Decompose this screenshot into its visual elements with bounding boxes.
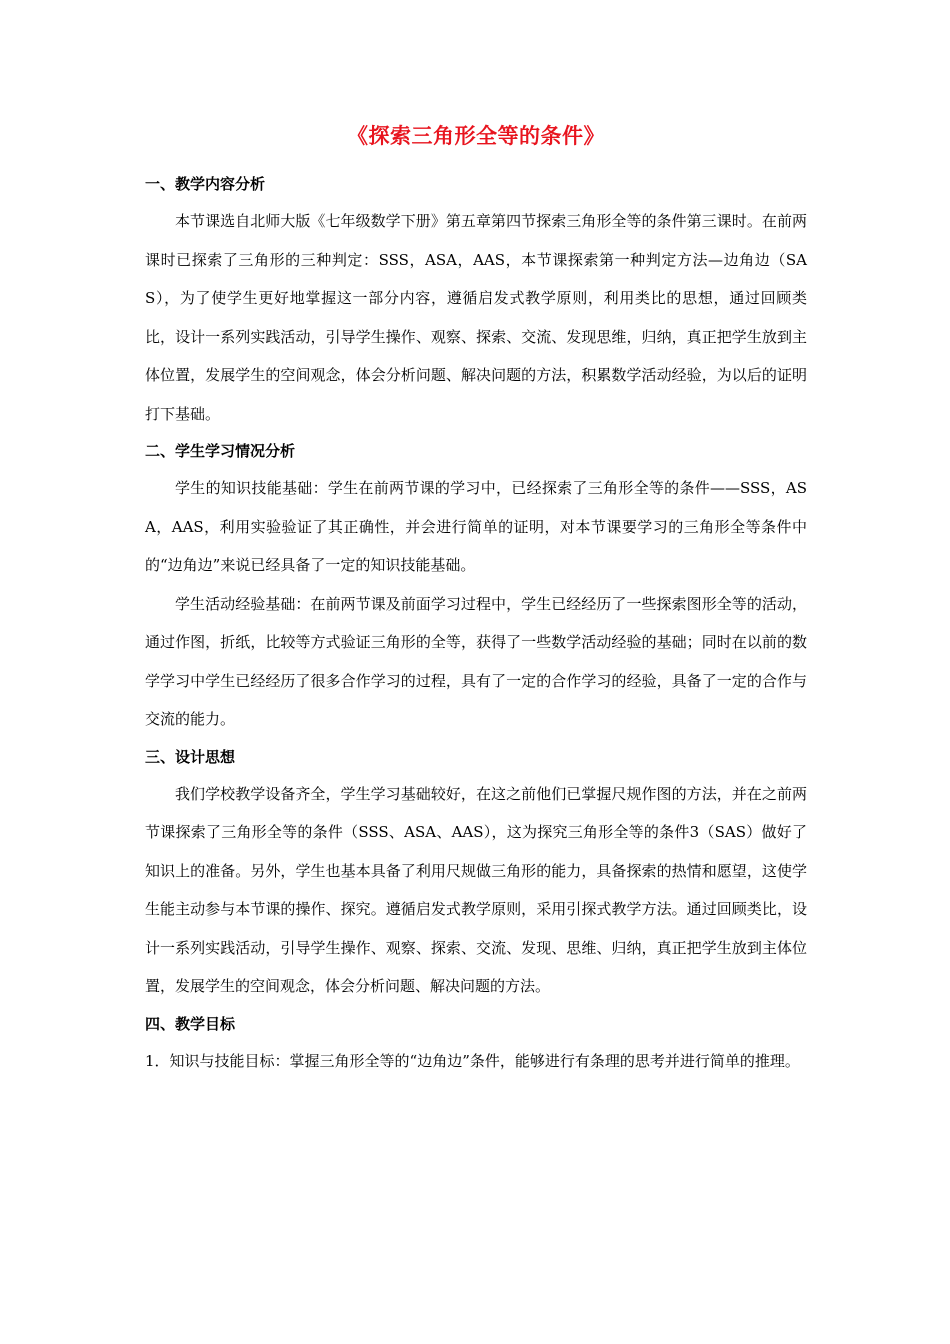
document-page — [145, 118, 807, 1080]
section-heading: 四、教学目标 — [145, 1014, 236, 1033]
paragraph: 学生的知识技能基础：学生在前两节课的学习中，已经探索了三角形全等的条件——SSS，ASA，AAS，利用实验验证了其正确性，并会进行简单的证明，对本节课要学习的三角形全等条件中的“边角边”来说已经具备了一定的知识技能基础。 — [145, 479, 807, 574]
section-teaching-goals — [145, 1012, 807, 1081]
section-design-idea — [145, 745, 807, 1006]
section-content-analysis — [145, 172, 807, 433]
paragraph: 我们学校教学设备齐全，学生学习基础较好，在这之前他们已掌握尺规作图的方法，并在之前两节课探索了三角形全等的条件（SSS、ASA、AAS），这为探究三角形全等的条件3（SAS）做好了知识上的准备。另外，学生也基本具备了利用尺规做三角形的能力，具备探索的热情和愿望，这使学生能主动参与本节课的操作、探究。遵循启发式教学原则，采用引探式教学方法。通过回顾类比，设计一系列实践活动，引导学生操作、观察、探索、交流、发现、思维、归纳，真正把学生放到主体位置，发展学生的空间观念，体会分析问题、解决问题的方法。 — [145, 784, 807, 995]
document-title: 《探索三角形全等的条件》 — [347, 123, 605, 148]
section-heading: 三、设计思想 — [145, 747, 236, 766]
paragraph: 学生活动经验基础：在前两节课及前面学习过程中，学生已经经历了一些探索图形全等的活动，通过作图，折纸，比较等方式验证三角形的全等，获得了一些数学活动经验的基础；同时在以前的数学学习中学生已经经历了很多合作学习的过程，具有了一定的合作学习的经验，具备了一定的合作与交流的能力。 — [145, 594, 807, 728]
paragraph: 本节课选自北师大版《七年级数学下册》第五章第四节探索三角形全等的条件第三课时。在前两课时已探索了三角形的三种判定：SSS，ASA，AAS，本节课探索第一种判定方法—边角边（SAS），为了使学生更好地掌握这一部分内容，遵循启发式教学原则，利用类比的思想，通过回顾类比，设计一系列实践活动，引导学生操作、观察、探索、交流、发现思维，归纳，真正把学生放到主体位置，发展学生的空间观念，体会分析问题、解决问题的方法，积累数学活动经验，为以后的证明打下基础。 — [145, 212, 807, 423]
section-heading: 二、学生学习情况分析 — [145, 442, 296, 460]
paragraph: 1．知识与技能目标：掌握三角形全等的“边角边”条件，能够进行有条理的思考并进行简单的推理。 — [145, 1051, 800, 1070]
section-heading: 一、教学内容分析 — [145, 175, 266, 193]
section-student-analysis — [145, 439, 807, 739]
